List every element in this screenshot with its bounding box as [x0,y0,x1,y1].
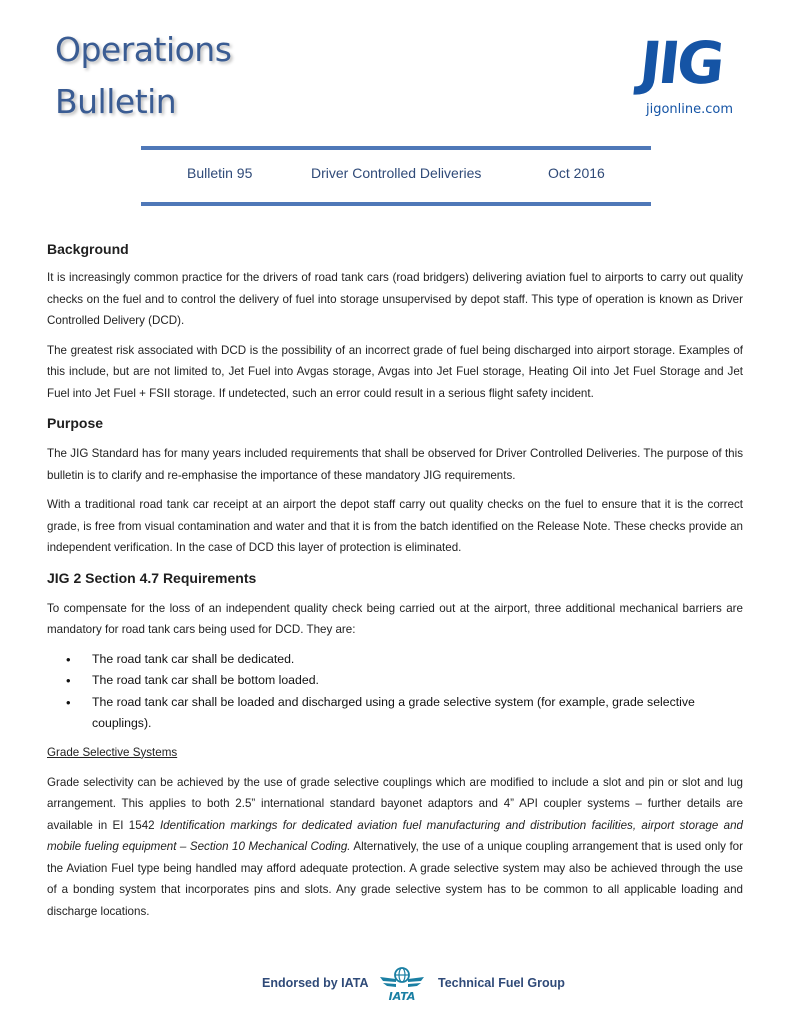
bulletin-number: Bulletin 95 [187,165,253,181]
iata-logo-text: IATA [388,990,416,1003]
jig-website-link[interactable]: jigonline.com [646,102,734,117]
technical-fuel-group-text: Technical Fuel Group [438,976,565,990]
requirements-intro: To compensate for the loss of an independent quality check being carried out at the airport, three additional mechanical barriers are mandatory for road tank cars being used for DCD. They are: [47,601,743,636]
gss-text-2: Alternatively, the use of a unique coupling arrangement that is used only for the Aviation Fuel type being handled may afford adequate protection. A grade selective system may also be achieved through the use of a bonding system that incorporates pins and slots. Any grade selective system has to be common to all applicable loading and discharge locations. [47,840,743,918]
title-line-1: Operations [55,30,232,69]
list-item: • The road tank car shall be bottom loaded. [92,670,743,692]
background-paragraph-1: It is increasingly common practice for the drivers of road tank cars (road bridgers) delivering aviation fuel to airports to carry out quality checks on the fuel and to control the delivery of fuel into storage unsupervised by depot staff. This type of operation is known as Driver Controlled Delivery (DCD). [47,271,743,327]
title-line-2: Bulletin [55,82,177,121]
bulletin-title [55,24,231,128]
footer [0,965,791,1005]
bulletin-subject: Driver Controlled Deliveries [311,165,482,181]
purpose-paragraph-2: With a traditional road tank car receipt at an airport the depot staff carry out quality checks on the fuel to ensure that it is the correct grade, is free from visual contamination and water and that it is from the batch identified on the Release Note. These checks provide an independent verification. In the case of DCD this layer of protection is eliminated. [47,498,743,554]
gss-reference-title: Identification markings for dedicated aviation fuel manufacturing and distribution facilities, airport storage and mobile fueling equipment – Section 10 Mechanical Coding. [47,818,743,853]
iata-logo [377,965,427,1005]
iata-globe-wings-icon [377,965,427,1005]
gss-text-1: Grade selectivity can be achieved by the use of grade selective couplings which are modified to include a slot and pin or slot and lug arrangement. This applies to both 2.5” international standard bayonet adaptors and 4” API coupler systems – further details are available in EI 1542 [47,775,743,832]
background-paragraph-2: The greatest risk associated with DCD is the possibility of an incorrect grade of fuel being discharged into airport storage. Examples of this include, but are not limited to, Jet Fuel into Avgas storage, Avgas into Jet Fuel storage, Heating Oil into Jet Fuel Storage and Jet Fuel into Jet Fuel + FSII storage. If undetected, such an error could result in a serious flight safety incident. [47,343,743,400]
purpose-paragraph-1: The JIG Standard has for many years included requirements that shall be observed for Driver Controlled Deliveries. The purpose of this bulletin is to clarify and re-emphasise the importance of these mandatory JIG requirements. [47,447,743,482]
heading-requirements: JIG 2 Section 4.7 Requirements [47,569,257,586]
list-item: • The road tank car shall be loaded and discharged using a grade selective system (for example, grade selective couplings). [92,692,743,735]
requirements-list [47,649,743,735]
heading-purpose: Purpose [47,415,104,431]
jig-logo [630,30,750,125]
endorsed-by-text: Endorsed by IATA [262,976,369,990]
jig-logo-mark: JIG [636,29,726,97]
bulletin-body [47,238,743,930]
list-item: • The road tank car shall be dedicated. [92,649,743,671]
grade-selective-paragraph [47,772,743,923]
bulletin-info-band [141,146,651,206]
bulletin-date: Oct 2016 [548,165,605,181]
heading-background: Background [47,241,129,257]
subheading-grade-selective-systems: Grade Selective Systems [47,745,178,759]
